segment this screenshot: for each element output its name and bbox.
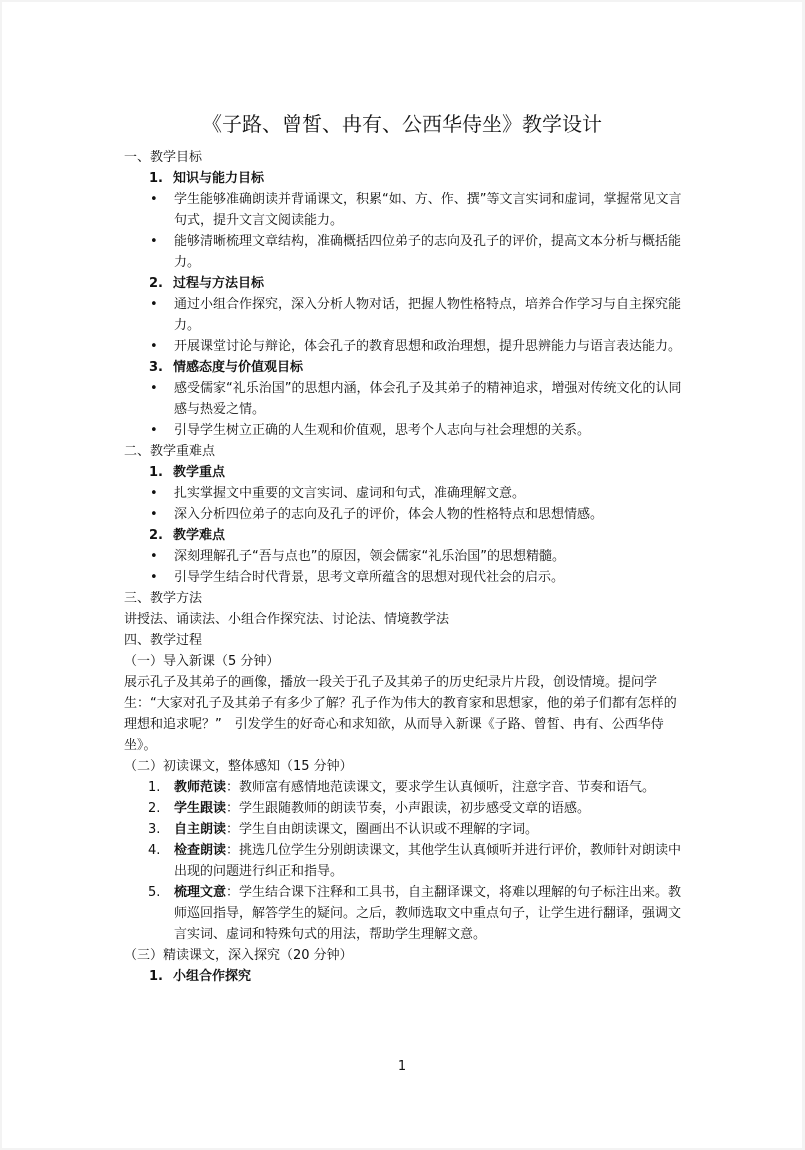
bullet-item: • 能够清晰梳理文章结构，准确概括四位弟子的志向及孔子的评价，提高文本分析与概括能力。 <box>124 231 686 273</box>
subheading-group-inquiry: 1. 小组合作探究 <box>149 969 252 984</box>
document-page <box>2 2 802 1148</box>
phase-heading-close-reading: （三）精读课文，深入探究（20 分钟） <box>124 948 353 963</box>
subheading-focus: 1. 教学重点 <box>149 465 226 480</box>
step-item: 2. 学生跟读：学生跟随教师的朗读节奏，小声跟读，初步感受文章的语感。 <box>148 801 591 816</box>
section-heading-objectives: 一、教学目标 <box>124 150 203 165</box>
bullet-item: • 开展课堂讨论与辩论，体会孔子的教育思想和政治理想，提升思辨能力与语言表达能力。 <box>124 336 686 357</box>
step-item: 3. 自主朗读：学生自由朗读课文，圈画出不认识或不理解的字词。 <box>148 822 539 837</box>
bullet-item: • 深入分析四位弟子的志向及孔子的评价，体会人物的性格特点和思想情感。 <box>124 504 686 525</box>
methods-text: 讲授法、诵读法、小组合作探究法、讨论法、情境教学法 <box>124 612 450 627</box>
phase-heading-first-reading: （二）初读课文，整体感知（15 分钟） <box>124 759 353 774</box>
phase-heading-intro: （一）导入新课（5 分钟） <box>124 654 280 669</box>
bullet-item: • 感受儒家“礼乐治国”的思想内涵，体会孔子及其弟子的精神追求，增强对传统文化的认同感与热爱之情。 <box>124 378 686 420</box>
bullet-item: • 深刻理解孔子“吾与点也”的原因，领会儒家“礼乐治国”的思想精髓。 <box>124 546 686 567</box>
bullet-item: • 通过小组合作探究，深入分析人物对话，把握人物性格特点，培养合作学习与自主探究能力。 <box>124 294 686 336</box>
subheading-knowledge: 1. 知识与能力目标 <box>149 171 265 186</box>
section-heading-methods: 三、教学方法 <box>124 591 203 606</box>
bullet-item: • 引导学生结合时代背景，思考文章所蕴含的思想对现代社会的启示。 <box>124 567 686 588</box>
intro-paragraph: 展示孔子及其弟子的画像，播放一段关于孔子及其弟子的历史纪录片片段，创设情境。提问学生：“大家对孔子及其弟子有多少了解？孔子作为伟大的教育家和思想家，他的弟子们都有怎样的理想和追求呢？” 引发学生的好奇心和求知欲，从而导入新课《子路、曾皙、冉有、公西华侍坐》。 <box>124 675 677 753</box>
step-item: 1. 教师范读：教师富有感情地范读课文，要求学生认真倾听，注意字音、节奏和语气。 <box>148 780 656 795</box>
section-heading-key-points: 二、教学重难点 <box>124 444 216 459</box>
bullet-item: • 扎实掌握文中重要的文言实词、虚词和句式，准确理解文意。 <box>124 483 686 504</box>
section-heading-process: 四、教学过程 <box>124 633 203 648</box>
document-title: 《子路、曾皙、冉有、公西华侍坐》教学设计 <box>202 112 602 136</box>
subheading-values: 3. 情感态度与价值观目标 <box>149 360 304 375</box>
step-item: 5. 梳理文意：学生结合课下注释和工具书，自主翻译课文，将难以理解的句子标注出来。教师巡回指导，解答学生的疑问。之后，教师选取文中重点句子，让学生进行翻译，强调文言实词、虚词和特殊句式的用法，帮助学生理解文意。 <box>148 885 682 942</box>
bullet-item: • 学生能够准确朗读并背诵课文，积累“如、方、作、撰”等文言实词和虚词，掌握常见文言句式，提升文言文阅读能力。 <box>124 189 686 231</box>
subheading-process: 2. 过程与方法目标 <box>149 276 265 291</box>
subheading-difficulty: 2. 教学难点 <box>149 528 226 543</box>
step-item: 4. 检查朗读：挑选几位学生分别朗读课文，其他学生认真倾听并进行评价，教师针对朗读中出现的问题进行纠正和指导。 <box>148 843 682 879</box>
page-number: 1 <box>397 1059 407 1074</box>
bullet-item: • 引导学生树立正确的人生观和价值观，思考个人志向与社会理想的关系。 <box>124 420 686 441</box>
